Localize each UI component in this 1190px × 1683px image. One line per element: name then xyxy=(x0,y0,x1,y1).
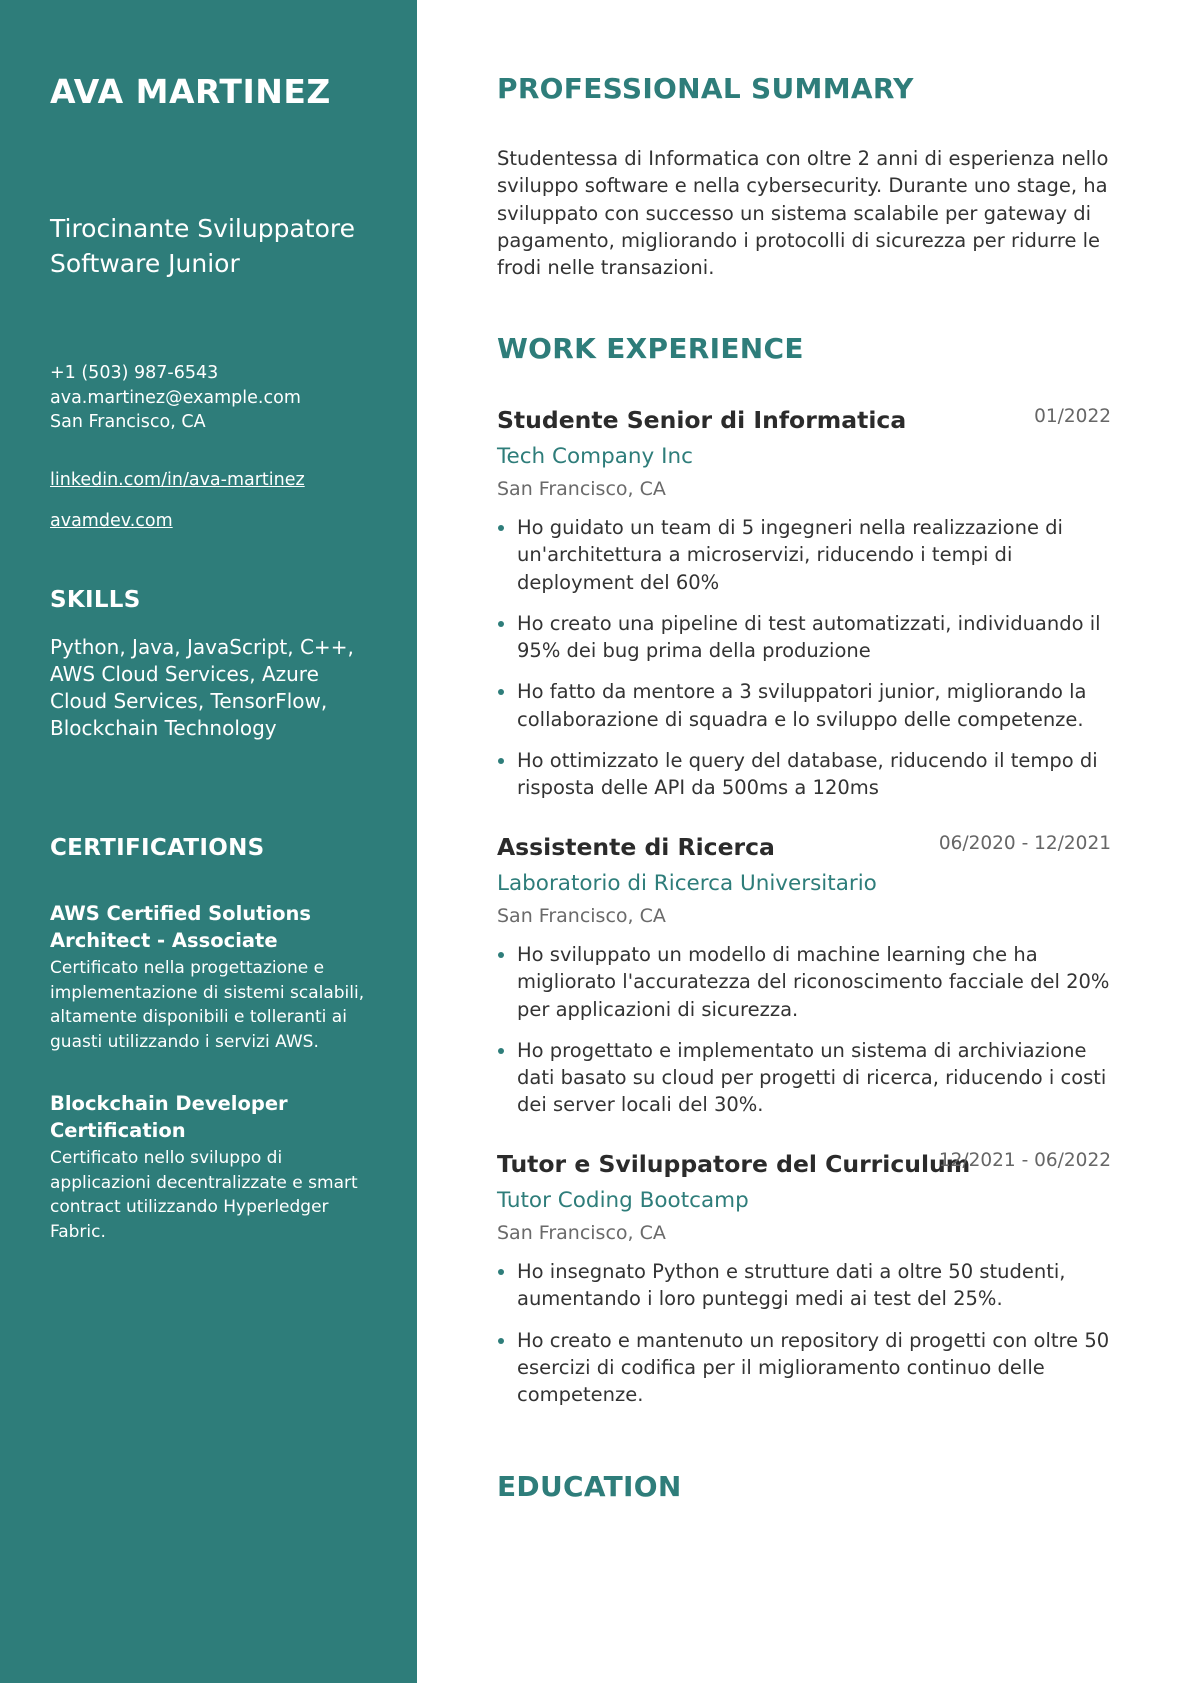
company-name: Laboratorio di Ricerca Universitario xyxy=(497,871,877,896)
job-entry xyxy=(497,1150,1111,1422)
job-entry xyxy=(497,833,1111,1133)
company-name: Tutor Coding Bootcamp xyxy=(497,1188,749,1213)
certification-item xyxy=(50,900,370,1054)
bullet-text: Ho fatto da mentore a 3 sviluppatori junior, migliorando la collaborazione di squadra e lo sviluppo delle competenze. xyxy=(517,680,1087,731)
bullet-item xyxy=(497,610,1111,665)
job-role xyxy=(50,211,380,281)
summary-heading: PROFESSIONAL SUMMARY xyxy=(497,72,914,105)
job-location: San Francisco, CA xyxy=(497,905,666,927)
certification-description: Certificato nello sviluppo di applicazioni decentralizzate e smart contract utilizzando Hyperledger Fabric. xyxy=(50,1148,358,1242)
summary-text: Studentessa di Informatica con oltre 2 anni di esperienza nello sviluppo software e nella cybersecurity. Durante uno stage, ha sviluppato con successo un sistema scalabile per gateway di pagamento, migliorando i protocolli di sicurezza per ridurre le frodi nelle transazioni. xyxy=(497,147,1109,280)
bullet-text: Ho sviluppato un modello di machine learning che ha migliorato l'accuratezza del riconoscimento facciale del 20% per applicazioni di sicurezza. xyxy=(517,943,1110,1021)
company-name: Tech Company Inc xyxy=(497,444,693,469)
work-experience-heading: WORK EXPERIENCE xyxy=(497,332,804,365)
bullet-item xyxy=(497,1327,1111,1409)
certification-title: AWS Certified Solutions Architect - Associate xyxy=(50,902,312,952)
certification-title: Blockchain Developer Certification xyxy=(50,1092,288,1142)
job-bullets xyxy=(497,941,1111,1119)
job-date: 01/2022 xyxy=(1034,406,1111,427)
bullet-text: Ho guidato un team di 5 ingegneri nella realizzazione di un'architettura a microservizi, riducendo i tempi di deployment del 60% xyxy=(517,516,1063,594)
job-location: San Francisco, CA xyxy=(497,1222,666,1244)
bullet-icon xyxy=(498,525,504,531)
bullet-icon xyxy=(498,621,504,627)
bullet-text: Ho progettato e implementato un sistema di archiviazione dati basato su cloud per progetti di ricerca, riducendo i costi dei server locali del 30%. xyxy=(517,1038,1107,1117)
sidebar xyxy=(0,0,417,1683)
bullet-text: Ho insegnato Python e strutture dati a oltre 50 studenti, aumentando i loro punteggi medi ai test del 25%. xyxy=(517,1260,1066,1311)
job-date: 06/2020 - 12/2021 xyxy=(938,833,1111,854)
candidate-name: AVA MARTINEZ xyxy=(50,72,331,111)
bullet-text: Ho creato e mantenuto un repository di progetti con oltre 50 esercizi di codifica per il miglioramento continuo delle competenze. xyxy=(517,1328,1110,1407)
skills-heading: SKILLS xyxy=(50,587,141,613)
certifications-heading: CERTIFICATIONS xyxy=(50,835,265,861)
job-location: San Francisco, CA xyxy=(497,478,666,500)
linkedin-link[interactable]: linkedin.com/in/ava-martinez xyxy=(50,470,305,490)
bullet-text: Ho creato una pipeline di test automatizzati, individuando il 95% dei bug prima della produzione xyxy=(517,611,1101,663)
bullet-icon xyxy=(498,952,504,958)
job-entry xyxy=(497,406,1111,816)
certification-description: Certificato nella progettazione e implementazione di sistemi scalabili, altamente disponibili e tolleranti ai guasti utilizzando i servizi AWS. xyxy=(50,958,365,1052)
job-bullets xyxy=(497,1258,1111,1408)
skills-list: Python, Java, JavaScript, C++, AWS Cloud Services, Azure Cloud Services, TensorFlow, Blockchain Technology xyxy=(50,635,354,740)
contact-info xyxy=(50,361,301,435)
email-address: ava.martinez@example.com xyxy=(50,387,301,408)
bullet-item xyxy=(497,1037,1111,1119)
education-heading: EDUCATION xyxy=(497,1470,682,1503)
job-title: Studente Senior di Informatica xyxy=(497,406,907,434)
bullet-item xyxy=(497,1258,1111,1313)
bullet-icon xyxy=(498,758,504,764)
bullet-icon xyxy=(498,689,504,695)
job-title: Tutor e Sviluppatore del Curriculum xyxy=(497,1150,971,1178)
job-role-line-1: Tirocinante Sviluppatore xyxy=(50,214,355,243)
certification-item xyxy=(50,1090,370,1244)
job-role-line-2: Software Junior xyxy=(50,249,240,278)
bullet-icon xyxy=(498,1048,504,1054)
bullet-item xyxy=(497,678,1111,733)
job-date: 12/2021 - 06/2022 xyxy=(938,1150,1111,1171)
bullet-icon xyxy=(498,1338,504,1344)
job-title: Assistente di Ricerca xyxy=(497,833,775,861)
website-link[interactable]: avamdev.com xyxy=(50,511,173,531)
job-bullets xyxy=(497,514,1111,802)
bullet-item xyxy=(497,514,1111,596)
bullet-text: Ho ottimizzato le query del database, riducendo il tempo di risposta delle API da 500ms a 120ms xyxy=(517,749,1098,800)
bullet-item xyxy=(497,747,1111,802)
bullet-item xyxy=(497,941,1111,1023)
bullet-icon xyxy=(498,1269,504,1275)
phone-number: +1 (503) 987-6543 xyxy=(50,363,219,383)
contact-location: San Francisco, CA xyxy=(50,412,206,432)
